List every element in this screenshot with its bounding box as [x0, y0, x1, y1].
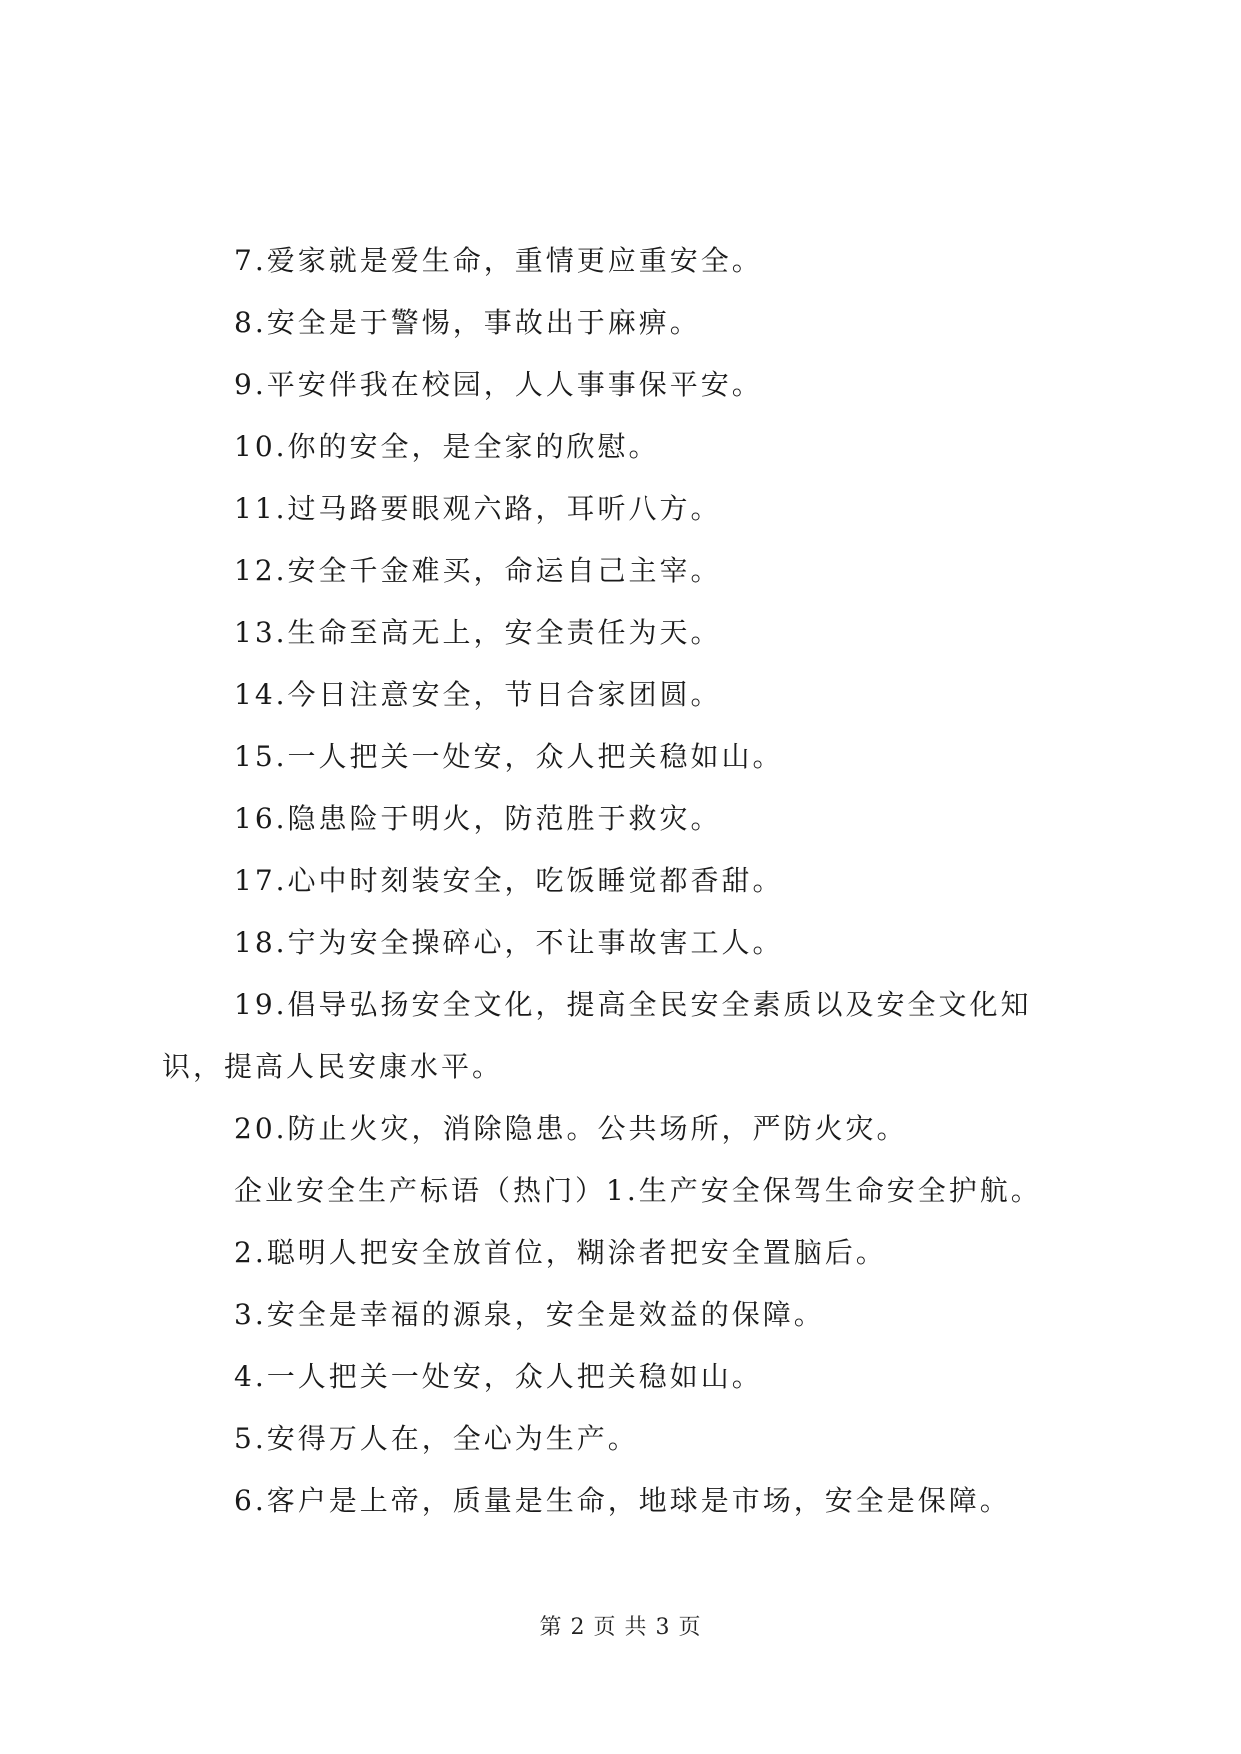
- text-line: 16.隐患险于明火，防范胜于救灾。: [234, 802, 722, 835]
- text-line: 12.安全千金难买，命运自己主宰。: [234, 554, 722, 587]
- text-line: 14.今日注意安全，节日合家团圆。: [234, 678, 722, 711]
- text-line: 8.安全是于警惕，事故出于麻痹。: [234, 306, 701, 339]
- text-line: 11.过马路要眼观六路，耳听八方。: [234, 492, 722, 525]
- text-line: 15.一人把关一处安，众人把关稳如山。: [234, 740, 784, 773]
- text-line: 6.客户是上帝，质量是生命，地球是市场，安全是保障。: [234, 1484, 1011, 1517]
- text-line-continuation: 识，提高人民安康水平。: [162, 1050, 504, 1083]
- section-heading-line: 企业安全生产标语（热门）1.生产安全保驾生命安全护航。: [234, 1174, 1042, 1207]
- text-line: 4.一人把关一处安，众人把关稳如山。: [234, 1360, 763, 1393]
- text-line: 17.心中时刻装安全，吃饭睡觉都香甜。: [234, 864, 784, 897]
- text-line: 5.安得万人在，全心为生产。: [234, 1422, 639, 1455]
- text-line: 9.平安伴我在校园，人人事事保平安。: [234, 368, 763, 401]
- text-line: 13.生命至高无上，安全责任为天。: [234, 616, 722, 649]
- page-footer: 第 2 页 共 3 页: [539, 1615, 702, 1640]
- text-line: 10.你的安全，是全家的欣慰。: [234, 430, 660, 463]
- text-line: 18.宁为安全操碎心，不让事故害工人。: [234, 926, 784, 959]
- document-body: [162, 230, 1082, 1532]
- text-line: 3.安全是幸福的源泉，安全是效益的保障。: [234, 1298, 825, 1331]
- text-line: 20.防止火灾，消除隐患。公共场所，严防火灾。: [234, 1112, 908, 1145]
- text-line: 2.聪明人把安全放首位，糊涂者把安全置脑后。: [234, 1236, 887, 1269]
- text-line: 7.爱家就是爱生命，重情更应重安全。: [234, 244, 763, 277]
- text-line: 19.倡导弘扬安全文化，提高全民安全素质以及安全文化知: [234, 988, 1032, 1021]
